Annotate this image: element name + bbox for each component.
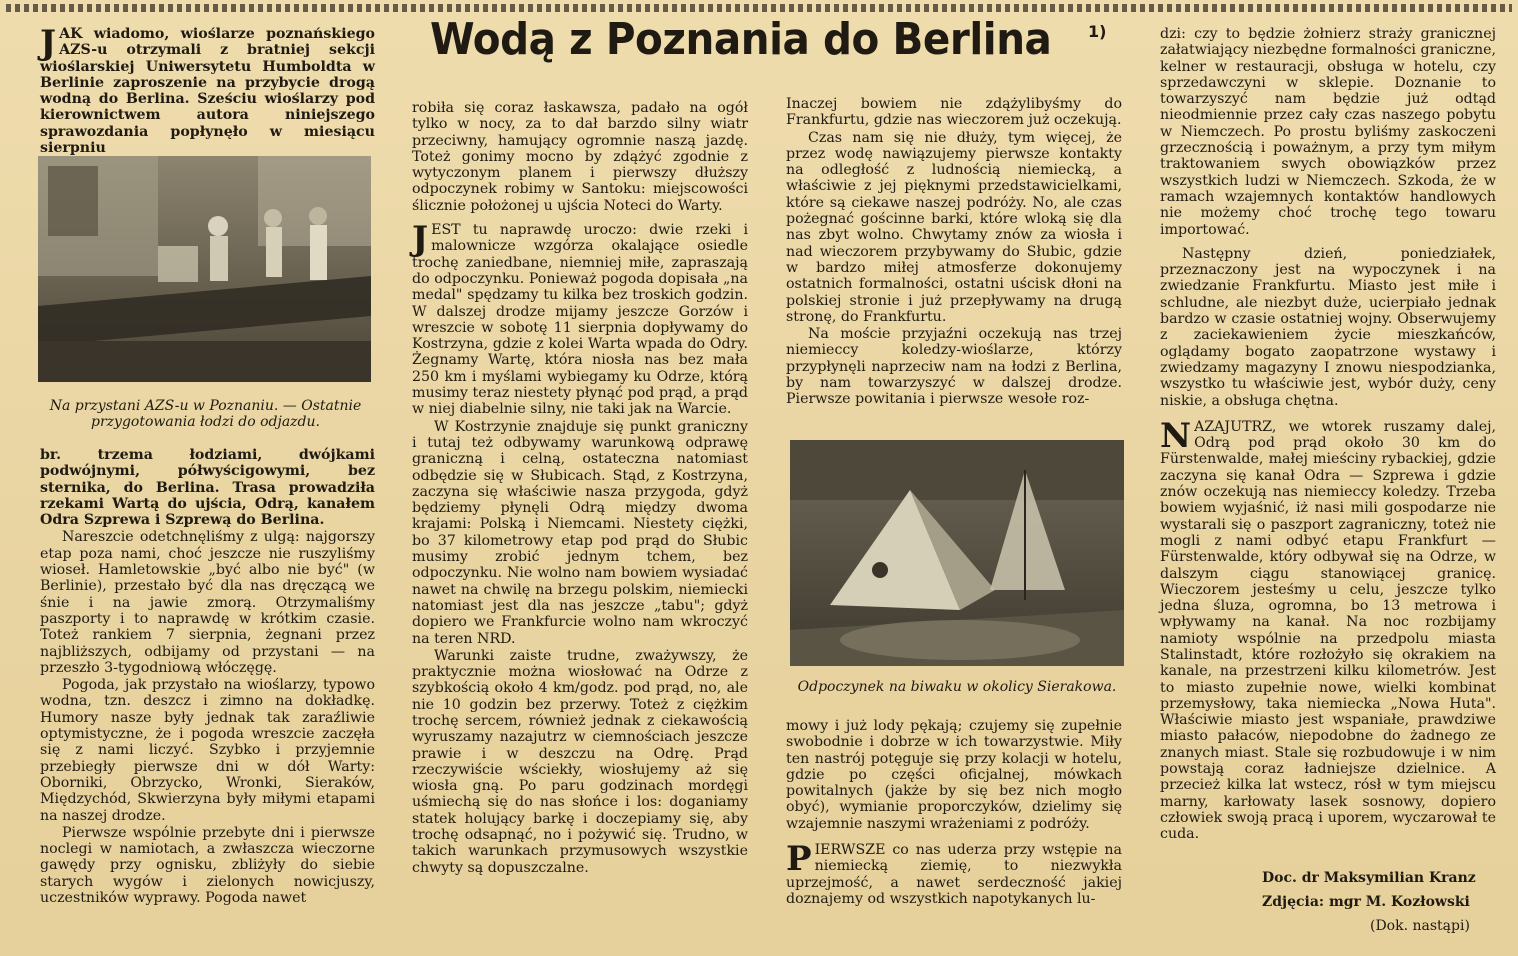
col2-paragraph-2: JEST tu naprawdę uroczo: dwie rzeki i malownicze wzgórza okalające osiedle trochę zaniedbane, niemniej miłe, zapraszają do odpoczynku. Ponieważ pogoda dopisała „na medal" spędzamy tu kilka bez troskich godzin. W dalszej drodze mijamy jeszcze Gorzów i wreszcie w sobotę 11 sierpnia dopływamy do Kostrzyna, gdzie z kolei Warta wpada do Odry. Żegnamy Wartę, która niosła nas bez mała 250 km i myślami wybiegamy ku Odrze, którą musimy teraz niestety płynąć pod prąd, a prąd w niej diabelnie silny, nie taki jak na Warcie. xyxy=(412,219,748,418)
col2-paragraph-4: Warunki zaiste trudne, zważywszy, że praktycznie można wiosłować na Odrze z szybkością około 4 km/godz. pod prąd, no, ale nie 10 godzin bez przerwy. Toteż z ciężkim trochę sercem, również jednak z ciekawością wyruszamy nazajutrz w ciemnościach jeszcze prawie i w deszczu na Odrę. Prąd rzeczywiście wściekły, wiosłujemy aż się wiosła gną. Po paru godzinach mordęgi uśmiechą się do nas słońce i los: doganiamy statek holujący barkę i doczepiamy się, aby trochę odsapnąć, no i pożywić się. Trudno, w takich warunkach przymusowych wszystkie chwyty są dopuszczalne. xyxy=(412,647,748,876)
column-4 xyxy=(1160,26,1496,866)
col1-paragraph-3: Pierwsze wspólnie przebyte dni i pierwsze noclegi w namiotach, a zwłaszcza wieczorne gawędy przy ognisku, zbliżyły do siebie starych wygów i zielonych nowicjuszy, uczestników wyprawy. Pogoda nawet xyxy=(40,824,375,907)
title-footnote-mark: 1) xyxy=(1088,22,1107,41)
col3-paragraph-1: Inaczej bowiem nie zdążylibyśmy do Frankfurtu, gdzie nas wieczorem już oczekują. xyxy=(786,96,1122,129)
col4-paragraph-1: dzi: czy to będzie żołnierz straży granicznej załatwiający niezbędne formalności graniczne, kelner w restauracji, obsługa w hotelu, czy sprzedawczyni w sklepie. Doznanie to towarzyszyć nam będzie już odtąd nieodmiennie przez cały czas naszego pobytu w Niemczech. Po prostu byliśmy zaskoczeni grzecznością i poważnym, a przy tym miłym traktowaniem swych obowiązków przez wszystkich ludzi w Niemczech. Szkoda, że w ramach wzajemnych kontaktów handlowych nie możemy choć trochę tego towaru importować. xyxy=(1160,26,1496,238)
author-signature: Doc. dr Maksymilian Kranz xyxy=(1262,870,1476,886)
col1-paragraph-1: Nareszcie odetchnęliśmy z ulgą: najgorszy etap poza nami, choć jeszcze nie ruszyliśmy wioseł. Hamletowskie „być albo nie być" (w Berlinie), przestało być dla nas dręczącą we śnie i na jawie zmorą. Otrzymaliśmy paszporty i to naprawdę w krótkim czasie. Toteż rankiem 7 sierpnia, żegnani przez najbliższych, odbijamy od przystani — na przeszło 3-tygodniową włóczęgę. xyxy=(40,529,375,676)
column-3-top xyxy=(786,96,1122,432)
photo-bivouac-image xyxy=(790,440,1124,666)
col2-paragraph-1: robiła się coraz łaskawsza, padało na ogół tylko w nocy, za to dał barzdo silny wiatr przeciwny, hamujący ogromnie naszą jazdę. Toteż gonimy mocno by zdążyć zgodnie z wytyczonym planem i pierwszy dłuższy odpoczynek robimy w Santoku: miejscowości ślicznie położonej u ujścia Noteci do Warty. xyxy=(412,100,748,214)
photo2-caption: Odpoczynek na biwaku w okolicy Sierakowa. xyxy=(797,679,1117,695)
intro-paragraph: JAK wiadomo, wioślarze poznańskiego AZS-u otrzymali z bratniej sekcji wioślarskiej Uniwersytetu Humboldta w Berlinie zaproszenie na przybycie drogą wodną do Berlina. Sześciu wioślarzy pod kierownictwem autora niniejszego sprawozdania popłynęło w miesiącu sierpniu xyxy=(40,23,375,157)
photo1-caption: Na przystani AZS-u w Poznaniu. — Ostatnie przygotowania łodzi do odjazdu. xyxy=(49,398,362,430)
col1-paragraph-2: Pogoda, jak przystało na wioślarzy, typowo wodna, tzn. deszcz i zimno na dokładkę. Humory nasze były jednak tak zaraźliwie optymistyczne, że i pogoda wreszcie zaczęła się z nami liczyć. Szybko i przyjemnie przebiegły pierwsze dni w dół Warty: Oborniki, Obrzycko, Wronki, Sieraków, Międzychód, Skwierzyna były miłymi etapami na naszej drodze. xyxy=(40,677,375,824)
continued-note: (Dok. nastąpi) xyxy=(1370,918,1470,934)
photo-boat-dock xyxy=(38,156,371,382)
column-1 xyxy=(40,447,375,949)
intro-column xyxy=(40,23,375,157)
column-3-bottom xyxy=(786,718,1122,950)
col2-paragraph-3: W Kostrzynie znajduje się punkt graniczny i tutaj też odbywamy warunkową odprawę graniczną i celną, ostateczna natomiast odbędzie się w Słubicach. Stąd, z Kostrzyna, zaczyna się właściwie nasza przygoda, gdyż będziemy płynęli Odrą między dwoma krajami: Polską i Niemcami. Niestety ciężki, bo 37 kilometrowy etap pod prąd do Słubic musimy zrobić jednym tchem, bez odpoczynku. Nie wolno nam bowiem wysiadać nawet na chwilę na brzegu polskim, niemiecki natomiast jest dla nas jeszcze „tabu"; gdyż dopiero we Frankfurcie wolno nam wkroczyć na teren NRD. xyxy=(412,418,748,647)
col3-paragraph-4: mowy i już lody pękają; czujemy się zupełnie swobodnie i dobrze w ich towarzystwie. Miły ten nastrój potęguje się przy kolacji w hotelu, gdzie po części oficjalnej, mówkach powitalnych (jakże by się bez nich mogło obyć), wymianie proporczyków, dzielimy się wzajemnie naszymi wrażeniami z podróży. xyxy=(786,718,1122,832)
intro-continued: br. trzema łodziami, dwójkami podwójnymi, półwyścigowymi, bez sternika, do Berlina. Trasa prowadziła rzekami Wartą do ujścia, Odrą, kanałem Odra Szprewa i Szprewą do Berlina. xyxy=(40,447,375,529)
photo-bivouac xyxy=(790,440,1124,666)
col4-paragraph-2: Następny dzień, poniedziałek, przeznaczony jest na wypoczynek i na zwiedzanie Frankfurtu. Miasto jest miłe i schludne, ale niezbyt duże, ucierpiało jednak bardzo w czasie ostatniej wojny. Obserwujemy z zaciekawieniem życie mieszkańców, oglądamy bogato zaopatrzone wystawy i zwiedzamy magazyny I znowu niespodzianka, wszystko tu właściwie jest, wybór duży, ceny niskie, a obsługa chętna. xyxy=(1160,245,1496,409)
column-2 xyxy=(412,100,748,948)
photo-credit: Zdjęcia: mgr M. Kozłowski xyxy=(1262,894,1470,910)
article-title: Wodą z Poznania do Berlina xyxy=(430,14,1052,65)
col3-paragraph-3: Na moście przyjaźni oczekują nas trzej niemieccy koledzy-wioślarze, którzy przypłynęli naprzeciw nam na łodzi z Berlina, by nam towarzyszyć w dalszej drodze. Pierwsze powitania i pierwsze wesołe roz- xyxy=(786,326,1122,408)
col3-paragraph-2: Czas nam się nie dłuży, tym więcej, że przez wodę nawiązujemy pierwsze kontakty na odległość z ludnością niemiecką, a właściwie z jej pięknymi przedstawicielkami, które są ciekawe naszej podróży. No, ale czas pożegnać gościnne barki, które wloką się dla nas zbyt wolno. Chwytamy znów za wiosła i nad wieczorem przybywamy do Słubic, gdzie w bardzo miłej atmosferze dokonujemy ostatnich formalności, ostatni uścisk dłoni na polskiej stronie i już przepływamy na drugą stronę, do Frankfurtu. xyxy=(786,129,1122,325)
col4-paragraph-3: NAZAJUTRZ, we wtorek ruszamy dalej, Odrą pod prąd około 30 km do Fürstenwalde, małej mieściny rybackiej, gdzie zaczyna się kanał Odra — Szprewa i gdzie znów oczekują nas niemieccy koledzy. Trzeba bowiem wyjaśnić, iż nasi mili gospodarze nie wystarali się o paszport zagraniczny, toteż nie mogli z nami odbyć etapu Frankfurt — Fürstenwalde, który odbywał się na Odrze, w dalszym ciągu stanowiącej granicę. Wieczorem jesteśmy u celu, jeszcze tylko jedna śluza, ogromna, bo 13 metrowa i wpływamy na kanał. Na noc rozbijamy namioty wspólnie na przedpolu miasta Stalinstadt, które rozłożyło się okrakiem na kanale, na przestrzeni kilku kilometrów. Jest to miasto zupełnie nowe, wielki kombinat przemysłowy, taka niemiecka „Nowa Huta". Właściwie miasto jest wspaniałe, prawdziwe miasto pałaców, niepodobne do żadnego ze znanych miast. Stale się rozbudowuje i w nim powstają coraz ładniejsze dzielnice. A przecież kilka lat wstecz, rósł w tym miejscu marny, karłowaty lasek sosnowy, dopiero człowiek swoją pracą i uporem, wyczarował te cuda. xyxy=(1160,415,1496,843)
photo-boat-dock-image xyxy=(38,156,371,382)
top-decorative-rule xyxy=(6,4,1512,12)
col3-paragraph-5: PIERWSZE co nas uderza przy wstępie na niemiecką ziemię, to niezwykła uprzejmość, a nawet serdeczność jakiej doznajemy od wszystkich napotykanych lu- xyxy=(786,839,1122,907)
